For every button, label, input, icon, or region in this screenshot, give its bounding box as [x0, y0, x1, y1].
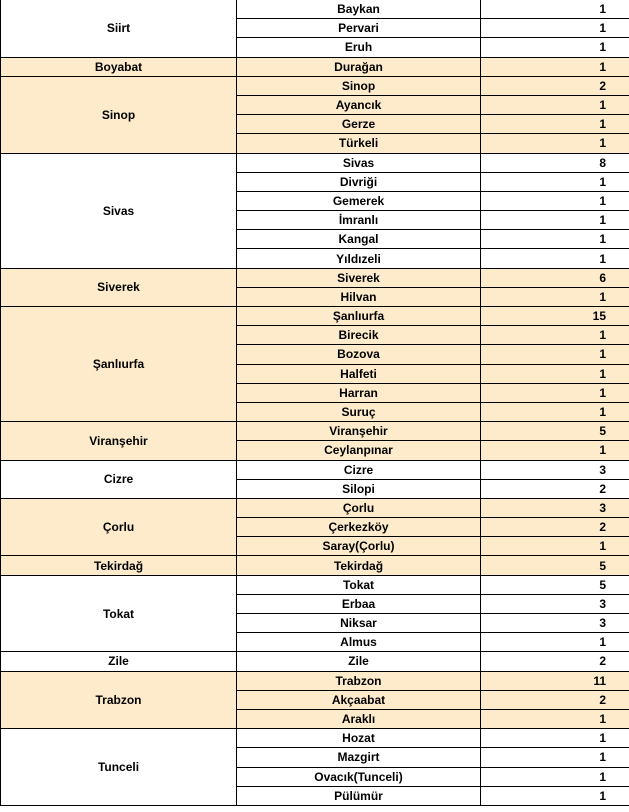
district-cell: Sivas [237, 153, 481, 172]
table-row [1, 652, 629, 671]
group-name-cell: Çorlu [1, 498, 237, 556]
count-cell: 11 [481, 671, 629, 690]
group-name-cell: Trabzon [1, 671, 237, 729]
district-cell: Almus [237, 633, 481, 652]
group-name-cell: Siirt [1, 0, 237, 57]
district-cell: Halfeti [237, 364, 481, 383]
district-cell: Baykan [237, 0, 481, 19]
count-cell: 1 [481, 402, 629, 421]
table-group [1, 76, 629, 153]
group-name-cell: Tokat [1, 575, 237, 652]
count-cell: 2 [481, 76, 629, 95]
count-cell: 1 [481, 345, 629, 364]
count-cell: 1 [481, 38, 629, 57]
table-group [1, 729, 629, 806]
district-cell: Suruç [237, 402, 481, 421]
table-row [1, 498, 629, 517]
district-cell: Saray(Çorlu) [237, 537, 481, 556]
district-cell: Trabzon [237, 671, 481, 690]
count-cell: 2 [481, 652, 629, 671]
count-cell: 3 [481, 614, 629, 633]
count-cell: 3 [481, 594, 629, 613]
table-row [1, 76, 629, 95]
district-cell: Harran [237, 383, 481, 402]
district-cell: Tokat [237, 575, 481, 594]
table-row [1, 422, 629, 441]
district-cell: Türkeli [237, 134, 481, 153]
count-cell: 1 [481, 0, 629, 19]
table-group [1, 0, 629, 57]
table-row [1, 307, 629, 326]
count-cell: 1 [481, 633, 629, 652]
group-name-cell: Viranşehir [1, 422, 237, 460]
count-cell: 1 [481, 287, 629, 306]
district-cell: Tekirdağ [237, 556, 481, 575]
count-cell: 1 [481, 709, 629, 728]
district-cell: Mazgirt [237, 748, 481, 767]
group-name-cell: Sivas [1, 153, 237, 268]
count-cell: 1 [481, 383, 629, 402]
district-cell: Yıldızeli [237, 249, 481, 268]
district-cell: İmranlı [237, 211, 481, 230]
district-cell: Ovacık(Tunceli) [237, 767, 481, 786]
district-cell: Divriği [237, 172, 481, 191]
group-name-cell: Tekirdağ [1, 556, 237, 575]
district-cell: Ceylanpınar [237, 441, 481, 460]
table-group [1, 556, 629, 575]
count-cell: 1 [481, 19, 629, 38]
district-cell: Ayancık [237, 95, 481, 114]
count-cell: 1 [481, 767, 629, 786]
count-cell: 1 [481, 441, 629, 460]
district-cell: Niksar [237, 614, 481, 633]
count-cell: 1 [481, 748, 629, 767]
table-group [1, 652, 629, 671]
count-cell: 2 [481, 518, 629, 537]
count-cell: 5 [481, 575, 629, 594]
table-row [1, 575, 629, 594]
district-cell: Viranşehir [237, 422, 481, 441]
table-row [1, 460, 629, 479]
district-cell: Bozova [237, 345, 481, 364]
district-cell: Gemerek [237, 191, 481, 210]
group-name-cell: Boyabat [1, 57, 237, 76]
count-cell: 15 [481, 307, 629, 326]
group-name-cell: Cizre [1, 460, 237, 498]
group-name-cell: Siverek [1, 268, 237, 306]
district-cell: Gerze [237, 115, 481, 134]
district-cell: Durağan [237, 57, 481, 76]
district-cell: Hilvan [237, 287, 481, 306]
district-cell: Siverek [237, 268, 481, 287]
group-name-cell: Şanlıurfa [1, 307, 237, 422]
count-cell: 1 [481, 172, 629, 191]
count-cell: 1 [481, 729, 629, 748]
district-cell: Pervari [237, 19, 481, 38]
count-cell: 3 [481, 498, 629, 517]
count-cell: 1 [481, 537, 629, 556]
group-name-cell: Zile [1, 652, 237, 671]
count-cell: 5 [481, 422, 629, 441]
table-group [1, 460, 629, 498]
district-cell: Sinop [237, 76, 481, 95]
district-cell: Şanlıurfa [237, 307, 481, 326]
table-row [1, 268, 629, 287]
table-group [1, 307, 629, 422]
district-cell: Çorlu [237, 498, 481, 517]
district-cell: Çerkezköy [237, 518, 481, 537]
count-cell: 1 [481, 115, 629, 134]
table-row [1, 729, 629, 748]
district-cell: Silopi [237, 479, 481, 498]
district-cell: Erbaa [237, 594, 481, 613]
count-cell: 1 [481, 134, 629, 153]
count-cell: 1 [481, 326, 629, 345]
table-group [1, 498, 629, 556]
group-name-cell: Tunceli [1, 729, 237, 806]
district-cell: Araklı [237, 709, 481, 728]
count-cell: 8 [481, 153, 629, 172]
count-cell: 2 [481, 479, 629, 498]
table-group [1, 268, 629, 306]
count-cell: 1 [481, 57, 629, 76]
group-name-cell: Sinop [1, 76, 237, 153]
district-cell: Hozat [237, 729, 481, 748]
district-cell: Pülümür [237, 786, 481, 805]
table-group [1, 153, 629, 268]
count-cell: 1 [481, 95, 629, 114]
district-cell: Birecik [237, 326, 481, 345]
count-cell: 1 [481, 786, 629, 805]
count-cell: 1 [481, 249, 629, 268]
count-cell: 3 [481, 460, 629, 479]
count-cell: 1 [481, 211, 629, 230]
table-row [1, 0, 629, 19]
table-row [1, 153, 629, 172]
table-row [1, 671, 629, 690]
table-group [1, 575, 629, 652]
table-group [1, 422, 629, 460]
district-cell: Eruh [237, 38, 481, 57]
table-group [1, 671, 629, 729]
count-cell: 5 [481, 556, 629, 575]
count-cell: 1 [481, 191, 629, 210]
district-cell: Kangal [237, 230, 481, 249]
count-cell: 2 [481, 690, 629, 709]
table-group [1, 57, 629, 76]
count-cell: 1 [481, 364, 629, 383]
district-cell: Cizre [237, 460, 481, 479]
table-row [1, 556, 629, 575]
district-cell: Zile [237, 652, 481, 671]
district-cell: Akçaabat [237, 690, 481, 709]
count-cell: 1 [481, 230, 629, 249]
table-row [1, 57, 629, 76]
count-cell: 6 [481, 268, 629, 287]
